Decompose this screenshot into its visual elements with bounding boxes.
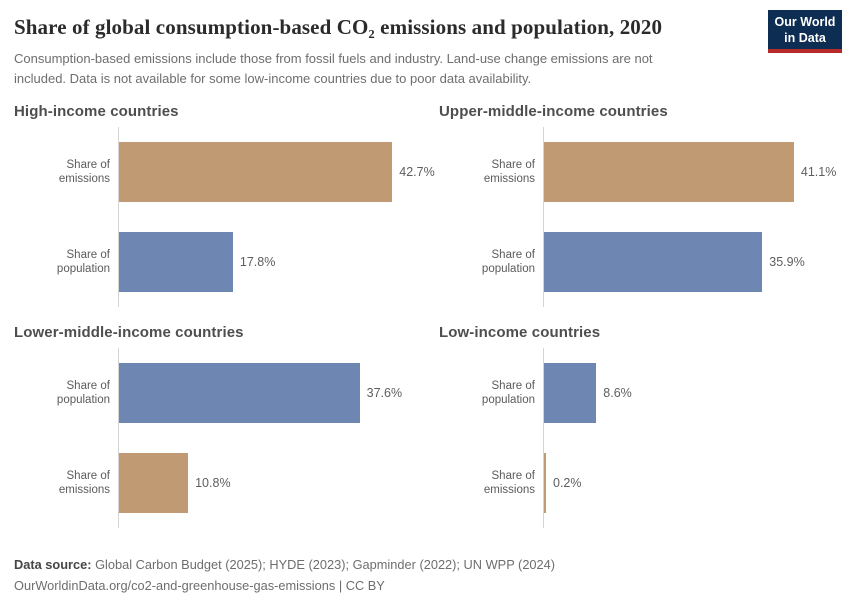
bar-value-label: 41.1% bbox=[800, 165, 837, 179]
owid-logo bbox=[768, 10, 842, 49]
population-bar[interactable] bbox=[119, 232, 233, 292]
bar-value-label: 8.6% bbox=[603, 386, 632, 400]
owid-logo-line1: Our World bbox=[774, 15, 836, 29]
bar-label: Share of population bbox=[481, 380, 535, 406]
bar-value-label: 17.8% bbox=[239, 255, 276, 269]
panel-plot bbox=[439, 127, 848, 307]
emissions-bar[interactable] bbox=[544, 142, 794, 202]
bar-label: Share of emissions bbox=[483, 470, 535, 496]
bar-value-label: 10.8% bbox=[195, 476, 231, 490]
bar-value-label: 35.9% bbox=[769, 255, 805, 269]
panel-title: Low-income countries bbox=[439, 324, 601, 341]
bar-value-label: 42.7% bbox=[399, 165, 435, 179]
bar-track bbox=[543, 127, 848, 217]
chart-header bbox=[14, 14, 834, 89]
bar-track bbox=[118, 438, 439, 528]
panel-title: High-income countries bbox=[14, 103, 179, 120]
bar-value-label: 0.2% bbox=[553, 476, 582, 490]
panel-plot bbox=[439, 348, 848, 528]
chart-subtitle-line2: included. Data is not available for some low-income countries due to poor data availability. bbox=[14, 71, 532, 86]
chart-panel bbox=[14, 98, 439, 319]
data-source-text: Global Carbon Budget (2025); HYDE (2023); Gapminder (2022); UN WPP (2024) bbox=[91, 557, 556, 572]
panels-grid bbox=[14, 98, 837, 540]
population-bar[interactable] bbox=[119, 363, 360, 423]
bar-label: Share of emissions bbox=[58, 159, 110, 185]
bar-track bbox=[118, 127, 439, 217]
bar-value-label: 37.6% bbox=[366, 386, 403, 400]
emissions-bar[interactable] bbox=[119, 142, 392, 202]
data-source-line bbox=[14, 554, 834, 575]
chart-subtitle-line1: Consumption-based emissions include those from fossil fuels and industry. Land-use change emissions are not bbox=[14, 51, 653, 66]
bar-row bbox=[439, 127, 848, 217]
chart-panel bbox=[439, 319, 848, 540]
bar-label: Share of emissions bbox=[58, 470, 110, 496]
chart-footer bbox=[14, 554, 834, 596]
bar-label: Share of population bbox=[56, 380, 110, 406]
bar-track bbox=[118, 348, 439, 438]
bar-row bbox=[14, 217, 439, 307]
bar-row bbox=[14, 438, 439, 528]
bar-track bbox=[118, 217, 439, 307]
emissions-bar[interactable] bbox=[119, 453, 188, 513]
bar-row bbox=[14, 127, 439, 217]
bar-row bbox=[439, 438, 848, 528]
bar-label: Share of population bbox=[481, 249, 535, 275]
chart-panel bbox=[14, 319, 439, 540]
panel-title: Lower-middle-income countries bbox=[14, 324, 244, 341]
bar-track bbox=[543, 217, 848, 307]
bar-track bbox=[543, 438, 848, 528]
emissions-bar[interactable] bbox=[544, 453, 546, 513]
bar-row bbox=[14, 348, 439, 438]
owid-logo-stripe bbox=[768, 49, 842, 53]
bar-label: Share of emissions bbox=[483, 159, 535, 185]
chart-subtitle bbox=[14, 49, 834, 89]
population-bar[interactable] bbox=[544, 363, 596, 423]
bar-row bbox=[439, 217, 848, 307]
chart-panel bbox=[439, 98, 848, 319]
bar-label: Share of population bbox=[56, 249, 110, 275]
population-bar[interactable] bbox=[544, 232, 762, 292]
bar-track bbox=[543, 348, 848, 438]
panel-plot bbox=[14, 348, 439, 528]
data-source-label: Data source: bbox=[14, 557, 92, 572]
bar-row bbox=[439, 348, 848, 438]
panel-title: Upper-middle-income countries bbox=[439, 103, 668, 120]
chart-title: Share of global consumption-based CO₂ emissions and population, 2020 bbox=[14, 15, 663, 39]
owid-logo-line2: in Data bbox=[784, 31, 826, 45]
license-link[interactable]: OurWorldinData.org/co2-and-greenhouse-gas-emissions | CC BY bbox=[14, 578, 385, 593]
panel-plot bbox=[14, 127, 439, 307]
